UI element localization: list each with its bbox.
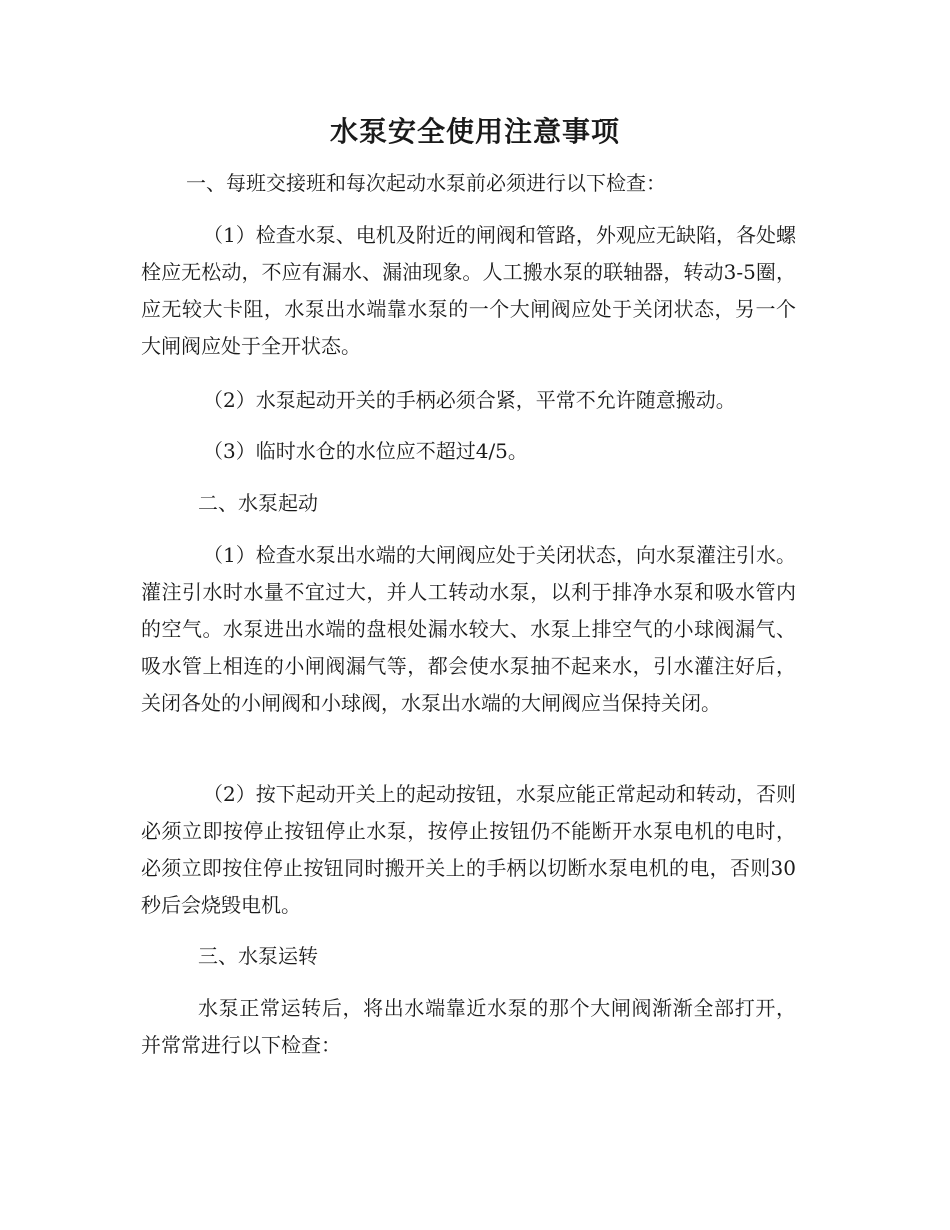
- paragraph-running: 水泵正常运转后，将出水端靠近水泵的那个大闸阀渐渐全部打开，并常常进行以下检查：: [141, 996, 796, 1057]
- section-heading-3: 三、水泵运转: [198, 944, 318, 968]
- paragraph-check-1: （1）检查水泵、电机及附近的闸阀和管路，外观应无缺陷，各处螺栓应无松动，不应有漏水、漏油现象。人工搬水泵的联轴器，转动3-5圈，应无较大卡阻，水泵出水端靠水泵的一个大闸阀应处于关闭状态，另一个大闸阀应处于全开状态。: [141, 223, 796, 358]
- section-heading-2: 二、水泵起动: [198, 491, 318, 515]
- document-title: 水泵安全使用注意事项: [329, 115, 620, 148]
- paragraph-check-2: （2）水泵起动开关的手柄必须合紧，平常不允许随意搬动。: [203, 388, 736, 412]
- paragraph-start-2: （2）按下起动开关上的起动按钮，水泵应能正常起动和转动，否则必须立即按停止按钮停止水泵，按停止按钮仍不能断开水泵电机的电时，必须立即按住停止按钮同时搬开关上的手柄以切断水泵电机的电，否则30秒后会烧毁电机。: [141, 782, 796, 917]
- paragraph-check-3: （3）临时水仓的水位应不超过4/5。: [203, 439, 528, 463]
- paragraph-start-1: （1）检查水泵出水端的大闸阀应处于关闭状态，向水泵灌注引水。灌注引水时水量不宜过大，并人工转动水泵，以利于排净水泵和吸水管内的空气。水泵进出水端的盘根处漏水较大、水泵上排空气的小球阀漏气、吸水管上相连的小闸阀漏气等，都会使水泵抽不起来水，引水灌注好后，关闭各处的小闸阀和小球阀，水泵出水端的大闸阀应当保持关闭。: [141, 543, 796, 715]
- section-heading-1: 一、每班交接班和每次起动水泵前必须进行以下检查：: [186, 171, 666, 195]
